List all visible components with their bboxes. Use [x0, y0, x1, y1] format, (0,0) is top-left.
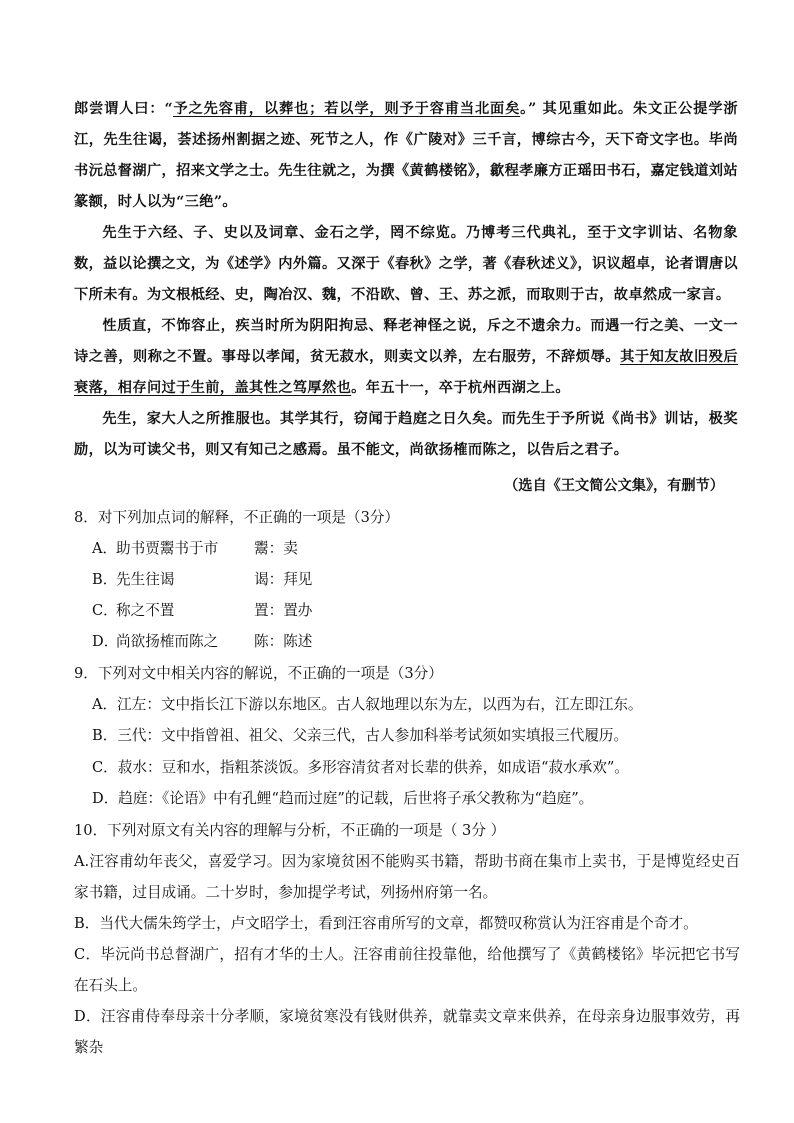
classical-passage	[74, 94, 738, 466]
option-letter: D．	[92, 633, 119, 650]
option-letter: B．	[92, 571, 118, 588]
underlined-sentence-1: 予之先容甫，以葬也；若以学，则予于容甫当北面矣	[173, 101, 521, 117]
question-10-option-b: B．当代大儒朱筠学士，卢文昭学士，看到汪容甫所写的文章，都赞叹称赏认为汪容甫是个奇才。	[74, 915, 698, 932]
option-phrase: 先生往谒	[116, 571, 175, 588]
question-9-option-c: C．菽水：豆和水，指粗茶淡饭。多形容清贫者对长辈的供养，如成语“菽水承欢”。	[92, 759, 629, 776]
passage-paragraph-2: 先生于六经、子、史以及词章、金石之学，罔不综览。乃博考三代典礼，至于文字训诂、名物象数，益以论撰之文，为《述学》内外篇。又深于《春秋》之学，著《春秋述义》，识议超卓，论者谓唐以下所未有。为文根柢经、史，陶冶汉、魏，不沿欧、曾、王、苏之派，而取则于古，故卓然成一家言。	[74, 225, 738, 303]
option-letter: C．	[92, 602, 118, 619]
option-gloss: 谒：拜见	[254, 571, 313, 588]
option-gloss: 置：置办	[254, 602, 313, 619]
question-10-stem: 10．下列对原文有关内容的理解与分析，不正确的一项是（ 3分 ）	[74, 822, 506, 839]
question-9-option-d: D．趋庭：《论语》中有孔鲤“趋而过庭”的记载，后世将子承父教称为“趋庭”。	[92, 790, 594, 807]
question-9-stem: 9．下列对文中相关内容的解说，不正确的一项是（3分）	[74, 665, 443, 682]
question-8-stem: 8．对下列加点词的解释，不正确的一项是（3分）	[74, 509, 400, 526]
passage-text: 。” 其见重如此。朱文正公提学浙江，先生往谒，荟述扬州割据之迹、死节之人，作《广陵对》三千言，博综古今，天下奇文字也。毕尚书沅总督湖广，招来文学之士。先生往就之，为撰《黄鹤楼铭》，歙程孝廉方正瑶田书石，嘉定钱道刘站篆额，时人以为“三绝”。	[74, 101, 738, 210]
passage-source: （选自《王文简公文集》，有删节）	[504, 478, 724, 494]
passage-paragraph-4: 先生，家大人之所推服也。其学其行，窃闻于趋庭之日久矣。而先生于予所说《尚书》训诂，极奖励，以为可读父书，则又有知己之感焉。虽不能文，尚欲扬榷而陈之，以告后之君子。	[74, 411, 738, 458]
option-letter: A．	[92, 540, 118, 557]
passage-text: 。年五十一，卒于杭州西湖之上。	[351, 380, 570, 396]
option-phrase: 称之不置	[116, 602, 175, 619]
question-8-option-d	[92, 626, 312, 657]
passage-text: 郎尝谓人曰：“	[74, 101, 173, 117]
question-8-option-c	[92, 595, 312, 626]
question-8-option-a	[92, 533, 298, 564]
question-10-option-c: C．毕沅尚书总督湖广，招有才华的士人。汪容甫前往投靠他，给他撰写了《黄鹤楼铭》毕沅把它书写在石头上。	[74, 946, 740, 994]
question-10-option-a: A.汪容甫幼年丧父，喜爱学习。因为家境贫困不能购买书籍，帮助书商在集市上卖书，于是博览经史百家书籍，过目成诵。二十岁时，参加提学考试，列扬州府第一名。	[74, 853, 740, 901]
option-gloss: 鬻：卖	[254, 540, 298, 557]
passage-text: 性质直，不饰容止，疾当时所为阴阳拘忌、释老神怪之说，斥之不遗余力。而遇一行之美、一文一诗之善，则称之不置。事母以孝闻，贫无菽水，则卖文以养，左右服劳，不辞烦辱。	[74, 318, 738, 365]
option-phrase: 尚欲扬榷而陈之	[116, 633, 219, 650]
question-10-option-d: D．汪容甫侍奉母亲十分孝顺，家境贫寒没有钱财供养，就靠卖文章来供养，在母亲身边服事效劳，再繁杂	[74, 1008, 740, 1056]
question-8-option-b	[92, 564, 312, 595]
option-phrase: 助书贾鬻书于市	[116, 540, 219, 557]
passage-paragraph-3	[74, 311, 738, 404]
question-9-option-b: B．三代：文中指曾祖、祖父、父亲三代，古人参加科举考试须如实填报三代履历。	[92, 727, 629, 744]
underlined-sentence-2: 其于知友故旧殁后衰落，相存问过于生前，盖其性之笃厚然也	[74, 349, 738, 396]
question-9-option-a: A．江左：文中指长江下游以东地区。古人叙地理以东为左，以西为右，江左即江东。	[92, 696, 643, 713]
option-gloss: 陈：陈述	[254, 633, 313, 650]
passage-paragraph-1	[74, 94, 738, 218]
